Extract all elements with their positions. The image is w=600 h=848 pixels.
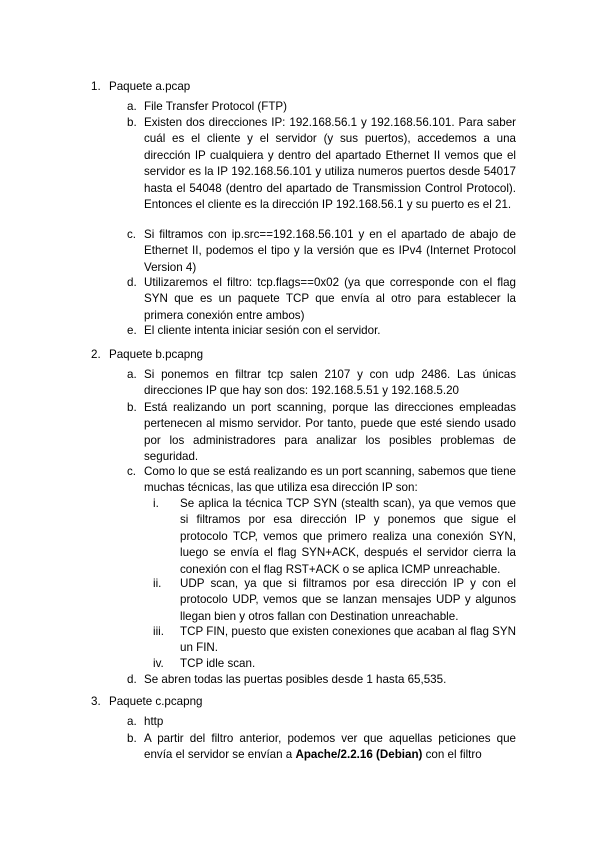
subitem-marker: iii. (153, 625, 164, 638)
item-marker: c. (127, 228, 137, 241)
list-item (127, 275, 516, 324)
subitem-text: TCP idle scan. (180, 657, 256, 670)
section-marker: 2. (91, 348, 101, 361)
subitem-text: UDP scan, ya que si filtramos por esa dirección IP y con el protocolo UDP, vemos que se lanzan mensajes UDP y algunos llegan bien y otros fallan con Destination unreachable. (180, 577, 516, 623)
item-text-end: con el filtro (422, 748, 482, 762)
section-title: Paquete c.pcapng (109, 695, 203, 708)
item-text: Se abren todas las puertas posibles desde 1 hasta 65,535. (144, 673, 447, 686)
section-marker: 3. (91, 695, 101, 708)
section-marker: 1. (91, 80, 101, 93)
item-marker: b. (127, 401, 137, 414)
item-marker: b. (127, 732, 137, 745)
subitem-marker: i. (153, 497, 159, 510)
subitem-text: TCP FIN, puesto que existen conexiones que acaban al flag SYN un FIN. (180, 625, 516, 655)
list-item (127, 731, 516, 764)
list-item (127, 367, 516, 400)
item-text: Si ponemos en filtrar tcp salen 2107 y con udp 2486. Las únicas direcciones IP que hay son dos: 192.168.5.51 y 192.168.5.20 (144, 368, 516, 398)
section-title: Paquete b.pcapng (109, 348, 204, 361)
list-item (127, 464, 516, 497)
item-marker: d. (127, 673, 137, 686)
item-text: http (144, 715, 164, 728)
subitem-marker: iv. (153, 657, 164, 670)
item-text: Existen dos direcciones IP: 192.168.56.1 y 192.168.56.101. Para saber cuál es el cliente y el servidor (y sus puertos), accedemos a una dirección IP cualquiera y dentro del apartado Ethernet II vemos que el servidor es la IP 192.168.56.101 y utiliza numeros puertos desde 54017 hasta el 54048 (dentro del apartado de Transmission Control Protocol). Entonces el cliente es la dirección IP 192.168.56.1 y su puerto es el 21. (144, 116, 516, 212)
item-text (144, 731, 516, 764)
item-marker: c. (127, 465, 137, 478)
sub-list-item (153, 496, 516, 578)
item-text-start: A partir del filtro anterior, podemos ver que aquellas peticiones que envía el servidor se envían a (144, 732, 516, 762)
item-marker: d. (127, 276, 137, 289)
sub-list-item (153, 576, 516, 625)
item-marker: b. (127, 116, 137, 129)
item-marker: a. (127, 368, 137, 381)
item-marker: a. (127, 715, 137, 728)
list-item (127, 227, 516, 276)
list-item (127, 400, 516, 466)
list-item (127, 714, 516, 730)
item-text: File Transfer Protocol (FTP) (144, 100, 288, 113)
server-name-bold: Apache/2.2.16 (Debian) (295, 748, 423, 762)
subitem-text: Se aplica la técnica TCP SYN (stealth scan), ya que vemos que si filtramos por esa dirección IP y ponemos que sigue el protocolo TCP, vemos que primero realiza una conexión SYN, luego se envía el flag SYN+ACK, después el servidor cierra la conexión con el flag RST+ACK o se aplica ICMP unreachable. (180, 497, 516, 576)
item-text: Si filtramos con ip.src==192.168.56.101 y en el apartado de abajo de Ethernet II, podemos el tipo y la versión que es IPv4 (Internet Protocol Version 4) (144, 228, 516, 274)
item-text: Utilizaremos el filtro: tcp.flags==0x02 (ya que corresponde con el flag SYN que es un paquete TCP que envía al otro para establecer la primera conexión entre ambos) (144, 276, 516, 322)
item-marker: e. (127, 324, 137, 337)
item-marker: a. (127, 100, 137, 113)
section-title: Paquete a.pcap (109, 80, 191, 93)
item-text: Está realizando un port scanning, porque las direcciones empleadas pertenecen al mismo servidor. Por tanto, puede que esté siendo usado por los administradores para analizar los posibles problemas de seguridad. (144, 401, 516, 464)
list-item (127, 99, 516, 115)
list-item (127, 672, 516, 688)
sub-list-item (153, 656, 516, 672)
list-item (127, 115, 516, 213)
item-text: Como lo que se está realizando es un port scanning, sabemos que tiene muchas técnicas, las que utiliza esa dirección IP son: (144, 465, 516, 495)
subitem-marker: ii. (153, 577, 162, 590)
item-text: El cliente intenta iniciar sesión con el servidor. (144, 324, 381, 337)
sub-list-item (153, 624, 516, 657)
list-item (127, 323, 516, 339)
